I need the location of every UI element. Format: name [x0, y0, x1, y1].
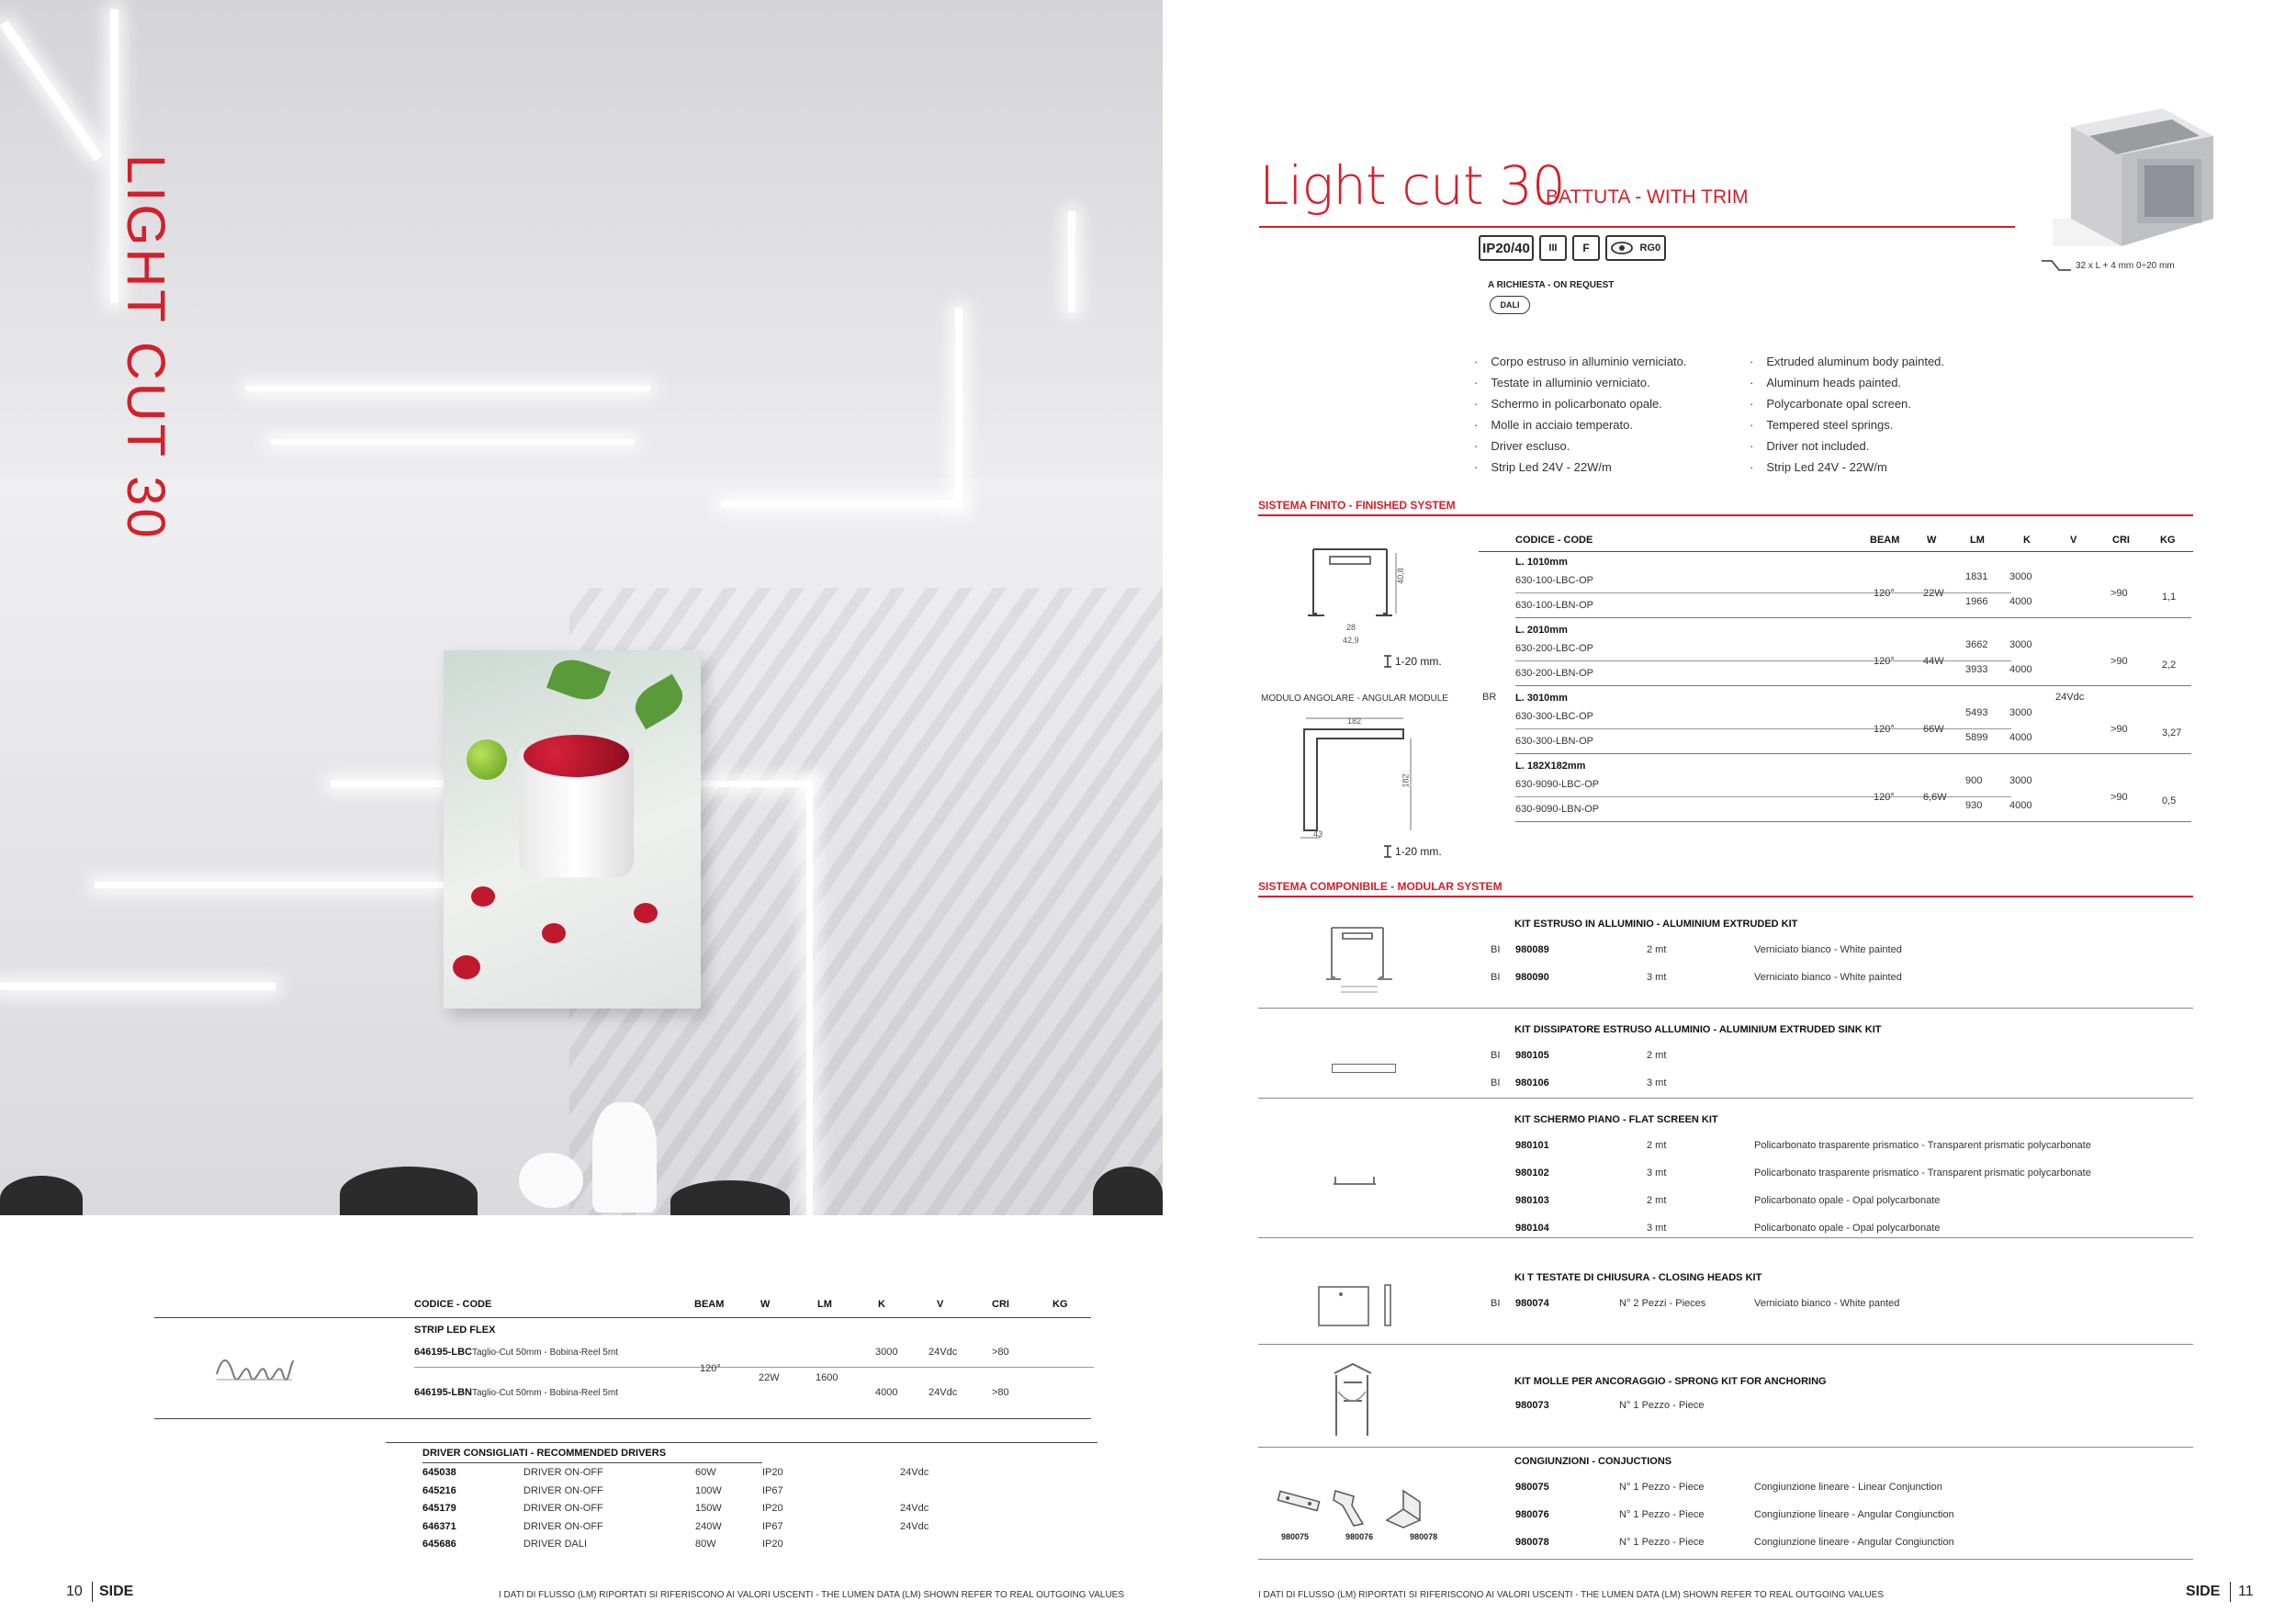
lm-value: 900 — [1965, 775, 1983, 786]
sink-kit-drawing — [1332, 1064, 1396, 1073]
w-value: 6,6W — [1923, 792, 1947, 803]
col-header-cri: CRI — [2112, 535, 2130, 546]
color-code: BR — [1482, 692, 1497, 703]
footer-brand: SIDE — [99, 1584, 134, 1599]
driver-name: DRIVER ON-OFF — [523, 1503, 603, 1514]
conjunction-drawings — [1275, 1483, 1458, 1539]
kit-desc: Congiunzione lineare - Linear Conjunction — [1754, 1482, 1942, 1493]
kit-code: 980090 — [1515, 972, 1549, 983]
product-title: Light cut 30 — [1259, 154, 1565, 217]
feature-item: · Testate in alluminio verniciato. — [1474, 372, 1687, 393]
driver-code: 645038 — [422, 1467, 456, 1478]
table-rule — [386, 1442, 1097, 1443]
dali-text: DALI — [1500, 300, 1520, 310]
finished-system-title: SISTEMA FINITO - FINISHED SYSTEM — [1258, 499, 1456, 512]
driver-watt: 80W — [695, 1539, 716, 1550]
beam-value: 120° — [700, 1363, 721, 1374]
dim-angular-b: 182 — [1401, 773, 1411, 788]
lm-value: 930 — [1965, 800, 1983, 811]
kit-qty: 3 mt — [1647, 1077, 1667, 1088]
page-number: 10 — [66, 1584, 83, 1599]
kit-separator — [1258, 1098, 2193, 1099]
kit-title: KIT ESTRUSO IN ALLUMINIO - ALUMINIUM EXTRUDED KIT — [1514, 919, 1798, 930]
product-code: 630-200-LBC-OP — [1515, 643, 1593, 654]
color-code: BI — [1491, 1077, 1501, 1088]
kit-qty: 2 mt — [1647, 1140, 1667, 1151]
driver-name: DRIVER ON-OFF — [523, 1484, 603, 1496]
col-header-code: CODICE - CODE — [1515, 535, 1593, 546]
beam-value: 120° — [1874, 792, 1895, 803]
chair — [670, 1180, 790, 1215]
feature-item: · Molle in acciaio temperato. — [1474, 414, 1687, 435]
col-header-k: K — [2023, 535, 2031, 546]
driver-code: 645686 — [422, 1539, 456, 1550]
raspberry — [453, 955, 480, 979]
page-number: 11 — [2238, 1584, 2254, 1599]
driver-code: 646371 — [422, 1520, 456, 1532]
profile-render — [2053, 108, 2227, 255]
thickness-icon — [1382, 655, 1393, 668]
chair — [1093, 1167, 1163, 1215]
cri-value: >90 — [2110, 792, 2128, 803]
flat-screen-drawing — [1332, 1171, 1378, 1190]
kit-separator — [1258, 1008, 2193, 1009]
kit-title: KIT SCHERMO PIANO - FLAT SCREEN KIT — [1514, 1114, 1718, 1125]
row-rule — [1515, 753, 2191, 754]
lm-value: 5493 — [1965, 707, 1988, 718]
kit-code: 980075 — [1515, 1482, 1549, 1493]
col-header-kg: KG — [1052, 1299, 1068, 1310]
driver-voltage: 24Vdc — [900, 1520, 929, 1532]
raspberry — [542, 923, 566, 943]
w-value: 44W — [1923, 656, 1944, 667]
lime — [467, 739, 507, 780]
k-value: 3000 — [2009, 775, 2032, 786]
f-text: F — [1582, 242, 1590, 254]
rg0-eye-icon — [1605, 235, 1666, 261]
product-code: 630-100-LBN-OP — [1515, 600, 1593, 611]
kit-code: 980078 — [1515, 1537, 1549, 1548]
features-it — [1474, 351, 1687, 478]
feature-item: · Strip Led 24V - 22W/m — [1750, 457, 1944, 478]
kit-code: 980105 — [1515, 1050, 1549, 1061]
kit-desc: Policarbonato opale - Opal polycarbonate — [1754, 1223, 1941, 1234]
kit-title: KIT MOLLE PER ANCORAGGIO - SPRONG KIT FOR ANCHORING — [1514, 1376, 1827, 1387]
kit-desc: Policarbonato opale - Opal polycarbonate — [1754, 1195, 1941, 1206]
kit-desc: Congiunzione lineare - Angular Congiunction — [1754, 1509, 1954, 1520]
product-code: 630-9090-LBC-OP — [1515, 779, 1600, 790]
footnote: I DATI DI FLUSSO (LM) RIPORTATI SI RIFERISCONO AI VALORI USCENTI - THE LUMEN DATA (LM) SHOWN REFER TO REAL OUTGOING VALUES — [1258, 1590, 1885, 1600]
driver-ip: IP20 — [762, 1503, 783, 1514]
lm-value: 3933 — [1965, 664, 1988, 675]
feature-item: · Driver not included. — [1750, 435, 1944, 457]
col-header-cri: CRI — [992, 1299, 1009, 1310]
voltage: 24Vdc — [2055, 692, 2085, 703]
cri-value: >90 — [2110, 588, 2128, 599]
feature-item: · Polycarbonate opal screen. — [1750, 393, 1944, 414]
dim-width: 28 — [1346, 623, 1356, 632]
interior-photo — [0, 0, 1163, 1215]
rg-text: RG0 — [1639, 242, 1661, 254]
product-subtitle: BATTUTA - WITH TRIM — [1546, 186, 1749, 208]
w-value: 66W — [1923, 724, 1944, 735]
ip-rating-badge — [1479, 235, 1534, 261]
kit-code: 980102 — [1515, 1167, 1549, 1179]
k-value: 3000 — [875, 1347, 898, 1358]
cri-value: >90 — [2110, 656, 2128, 667]
kit-separator — [1258, 1447, 2193, 1448]
col-header-lm: LM — [817, 1299, 832, 1310]
kit-qty: N° 1 Pezzo - Piece — [1619, 1537, 1705, 1548]
k-value: 3000 — [2009, 707, 2032, 718]
v-value: 24Vdc — [929, 1387, 958, 1398]
strip-table — [154, 1295, 1091, 1424]
lm-value: 1600 — [816, 1372, 838, 1383]
light-beam — [806, 781, 813, 1215]
light-beam — [1068, 211, 1075, 312]
kit-desc: Verniciato bianco - White panted — [1754, 1298, 1900, 1309]
feature-item: · Corpo estruso in alluminio verniciato. — [1474, 351, 1687, 372]
kit-qty: 2 mt — [1647, 1050, 1667, 1061]
col-header-code: CODICE - CODE — [414, 1299, 492, 1310]
kit-qty: 2 mt — [1647, 944, 1667, 955]
light-beam — [955, 308, 962, 510]
code: 646195-LBN — [414, 1387, 472, 1398]
kit-code: 980106 — [1515, 1077, 1549, 1088]
drivers-table — [386, 1442, 1102, 1562]
col-header-v: V — [2070, 535, 2077, 546]
product-code: 630-200-LBN-OP — [1515, 668, 1593, 679]
eye-icon — [1611, 242, 1633, 254]
thickness-note — [1382, 845, 1442, 858]
linear-conjunction-icon — [1277, 1491, 1319, 1510]
class-text: III — [1548, 242, 1558, 254]
k-value: 4000 — [2009, 596, 2032, 607]
beam-value: 120° — [1874, 724, 1895, 735]
kit-desc: Verniciato bianco - White painted — [1754, 972, 1902, 983]
drivers-title: DRIVER CONSIGLIATI - RECOMMENDED DRIVERS — [422, 1448, 667, 1459]
modular-system-title: SISTEMA COMPONIBILE - MODULAR SYSTEM — [1258, 880, 1503, 893]
thickness-text: 1-20 mm. — [1395, 845, 1442, 858]
jug — [592, 1102, 657, 1212]
col-header-beam: BEAM — [1870, 535, 1900, 546]
recess-icon — [2041, 259, 2072, 272]
raspberry — [471, 886, 495, 907]
driver-ip: IP67 — [762, 1484, 783, 1496]
k-value: 3000 — [2009, 639, 2032, 650]
kit-qty: 3 mt — [1647, 972, 1667, 983]
k-value: 4000 — [2009, 732, 2032, 743]
cri-value: >90 — [2110, 724, 2128, 735]
beam-value: 120° — [1874, 656, 1895, 667]
feature-item: · Driver escluso. — [1474, 435, 1687, 457]
driver-watt: 60W — [695, 1467, 716, 1478]
driver-name: DRIVER ON-OFF — [523, 1467, 603, 1478]
w-value: 22W — [1923, 588, 1944, 599]
kg-value: 2,2 — [2162, 660, 2177, 671]
product-code: 630-300-LBN-OP — [1515, 736, 1593, 747]
driver-watt: 240W — [695, 1520, 722, 1532]
w-value: 22W — [759, 1372, 780, 1383]
dim-angular-c: 43 — [1313, 829, 1323, 839]
cri-value: >80 — [992, 1347, 1009, 1358]
title-rule — [1259, 226, 2015, 228]
f-mark-icon — [1572, 235, 1600, 261]
section-rule — [1258, 514, 2193, 516]
desc: Taglio-Cut 50mm - Bobina-Reel 5mt — [471, 1388, 618, 1398]
driver-watt: 150W — [695, 1503, 722, 1514]
chair — [340, 1167, 478, 1215]
row-rule — [414, 1367, 1094, 1368]
row-rule — [1515, 617, 2191, 618]
kg-value: 3,27 — [2162, 727, 2182, 739]
kit-qty: 2 mt — [1647, 1195, 1667, 1206]
col-header-beam: BEAM — [694, 1299, 725, 1310]
driver-ip: IP20 — [762, 1539, 783, 1550]
lm-value: 1966 — [1965, 596, 1988, 607]
footer-separator — [2230, 1582, 2231, 1602]
kit-title: KIT DISSIPATORE ESTRUSO ALLUMINIO - ALUMINIUM EXTRUDED SINK KIT — [1514, 1024, 1882, 1035]
col-header-v: V — [937, 1299, 944, 1310]
feature-item: · Aluminum heads painted. — [1750, 372, 1944, 393]
group-name: L. 1010mm — [1515, 557, 1568, 568]
finished-table — [1479, 531, 2195, 825]
profile-dimensions — [2041, 259, 2175, 272]
teapot — [519, 1153, 583, 1208]
kit-qty: N° 2 Pezzi - Pieces — [1619, 1298, 1706, 1309]
kit-qty: 3 mt — [1647, 1167, 1667, 1179]
thickness-text: 1-20 mm. — [1395, 655, 1442, 668]
features-en — [1750, 351, 1944, 478]
table-rule — [154, 1317, 1091, 1318]
kit-code: 980101 — [1515, 1140, 1549, 1151]
thickness-icon — [1382, 845, 1393, 858]
col-header-kg: KG — [2160, 535, 2176, 546]
cri-value: >80 — [992, 1387, 1009, 1398]
col-header-w: W — [1927, 535, 1937, 546]
driver-code: 645216 — [422, 1484, 456, 1496]
kit-qty: N° 1 Pezzo - Piece — [1619, 1509, 1705, 1520]
dali-badge — [1490, 296, 1530, 314]
table-rule — [154, 1418, 1091, 1419]
kit-code: 980089 — [1515, 944, 1549, 955]
dim-angular-a: 182 — [1347, 716, 1362, 726]
color-code: BI — [1491, 1298, 1501, 1309]
driver-name: DRIVER ON-OFF — [523, 1520, 603, 1532]
dim-height: 40,8 — [1395, 568, 1405, 584]
kit-code: 980103 — [1515, 1195, 1549, 1206]
k-value: 4000 — [2009, 800, 2032, 811]
group-strip-led: STRIP LED FLEX — [414, 1325, 496, 1336]
kit-desc: Policarbonato trasparente prismatico - Transparent prismatic polycarbonate — [1754, 1140, 2091, 1151]
chair — [0, 1176, 83, 1215]
thickness-note — [1382, 655, 1442, 668]
k-value: 3000 — [2009, 571, 2032, 582]
on-request-label: A RICHIESTA - ON REQUEST — [1488, 280, 1615, 290]
feature-item: · Extruded aluminum body painted. — [1750, 351, 1944, 372]
desc: Taglio-Cut 50mm - Bobina-Reel 5mt — [471, 1348, 618, 1358]
modular-kits — [1258, 905, 2195, 1566]
col-header-lm: LM — [1970, 535, 1985, 546]
driver-code: 645179 — [422, 1503, 456, 1514]
dim-width-outer: 42,9 — [1343, 636, 1359, 645]
angular-module-label: MODULO ANGOLARE - ANGULAR MODULE — [1261, 694, 1448, 704]
group-name: L. 3010mm — [1515, 693, 1568, 704]
k-value: 4000 — [875, 1387, 898, 1398]
light-beam — [271, 439, 634, 445]
light-beam — [95, 882, 444, 888]
raspberry — [634, 903, 658, 923]
conj-label: 980076 — [1345, 1532, 1374, 1541]
col-header-w: W — [760, 1299, 771, 1310]
kit-desc: Verniciato bianco - White painted — [1754, 944, 1902, 955]
driver-voltage: 24Vdc — [900, 1503, 929, 1514]
kit-title: CONGIUNZIONI - CONJUCTIONS — [1514, 1456, 1672, 1467]
lm-value: 3662 — [1965, 639, 1988, 650]
conj-label: 980075 — [1281, 1532, 1310, 1541]
profile-dims-text: 32 x L + 4 mm 0÷20 mm — [2076, 260, 2175, 271]
footer-brand: SIDE — [2186, 1584, 2221, 1599]
driver-watt: 100W — [695, 1484, 722, 1496]
kit-code: 980073 — [1515, 1400, 1549, 1411]
group-name: L. 2010mm — [1515, 625, 1568, 636]
kit-separator — [1258, 1344, 2193, 1345]
strip-led-icon — [213, 1350, 296, 1383]
class-iii-icon — [1539, 235, 1567, 261]
kit-code: 980076 — [1515, 1509, 1549, 1520]
feature-item: · Tempered steel springs. — [1750, 414, 1944, 435]
kit-desc: Policarbonato trasparente prismatico - Transparent prismatic polycarbonate — [1754, 1167, 2091, 1179]
kit-code: 980104 — [1515, 1223, 1549, 1234]
profile-section-drawing — [1304, 531, 1405, 650]
angular-bracket-icon — [1387, 1491, 1420, 1528]
kit-title: KI T TESTATE DI CHIUSURA - CLOSING HEADS KIT — [1514, 1272, 1762, 1283]
conj-codes — [1281, 1532, 1465, 1541]
conj-label: 980078 — [1410, 1532, 1438, 1541]
driver-name: DRIVER DALI — [523, 1539, 588, 1550]
color-code: BI — [1491, 972, 1501, 983]
ip-rating-text: IP20/40 — [1482, 240, 1530, 256]
v-value: 24Vdc — [929, 1347, 958, 1358]
table-rule — [422, 1462, 762, 1463]
product-code: 630-100-LBC-OP — [1515, 575, 1593, 586]
footnote: I DATI DI FLUSSO (LM) RIPORTATI SI RIFERISCONO AI VALORI USCENTI - THE LUMEN DATA (LM) SHOWN REFER TO REAL OUTGOING VALUES — [499, 1590, 1125, 1600]
group-name: L. 182X182mm — [1515, 761, 1586, 772]
feature-item: · Strip Led 24V - 22W/m — [1474, 457, 1687, 478]
row-rule — [1515, 821, 2191, 822]
driver-ip: IP20 — [762, 1467, 783, 1478]
light-beam — [246, 386, 650, 391]
light-beam — [0, 983, 276, 990]
col-header-k: K — [878, 1299, 885, 1310]
footer-separator — [92, 1582, 93, 1602]
kit-qty: N° 1 Pezzo - Piece — [1619, 1400, 1705, 1411]
vertical-title: LIGHT CUT 30 — [116, 154, 175, 541]
angular-module-drawing — [1295, 716, 1414, 845]
spring-kit-drawing — [1325, 1355, 1380, 1442]
kit-desc: Congiunzione lineare - Angular Congiunction — [1754, 1537, 1954, 1548]
beam-value: 120° — [1874, 588, 1895, 599]
product-code: 630-9090-LBN-OP — [1515, 804, 1600, 815]
angular-conjunction-icon — [1334, 1491, 1363, 1526]
table-rule — [1479, 551, 2193, 552]
driver-ip: IP67 — [762, 1520, 783, 1532]
k-value: 4000 — [2009, 664, 2032, 675]
closing-heads-drawing — [1313, 1281, 1396, 1332]
lm-value: 5899 — [1965, 732, 1988, 743]
color-code: BI — [1491, 944, 1501, 955]
color-code: BI — [1491, 1050, 1501, 1061]
lm-value: 1831 — [1965, 571, 1988, 582]
kit-separator — [1258, 1237, 2193, 1238]
kg-value: 1,1 — [2162, 592, 2177, 603]
kg-value: 0,5 — [2162, 795, 2177, 806]
product-code: 630-300-LBC-OP — [1515, 711, 1593, 722]
raspberries — [523, 735, 629, 777]
kit-separator — [1258, 1559, 2193, 1560]
kit-qty: N° 1 Pezzo - Piece — [1619, 1482, 1705, 1493]
driver-voltage: 24Vdc — [900, 1467, 929, 1478]
row-rule — [1515, 685, 2191, 686]
kit-qty: 3 mt — [1647, 1223, 1667, 1234]
kit-code: 980074 — [1515, 1298, 1549, 1309]
code: 646195-LBC — [414, 1347, 472, 1358]
extruded-kit-drawing — [1322, 919, 1396, 1001]
feature-item: · Schermo in policarbonato opale. — [1474, 393, 1687, 414]
section-rule — [1258, 896, 2193, 897]
light-beam — [721, 501, 960, 507]
